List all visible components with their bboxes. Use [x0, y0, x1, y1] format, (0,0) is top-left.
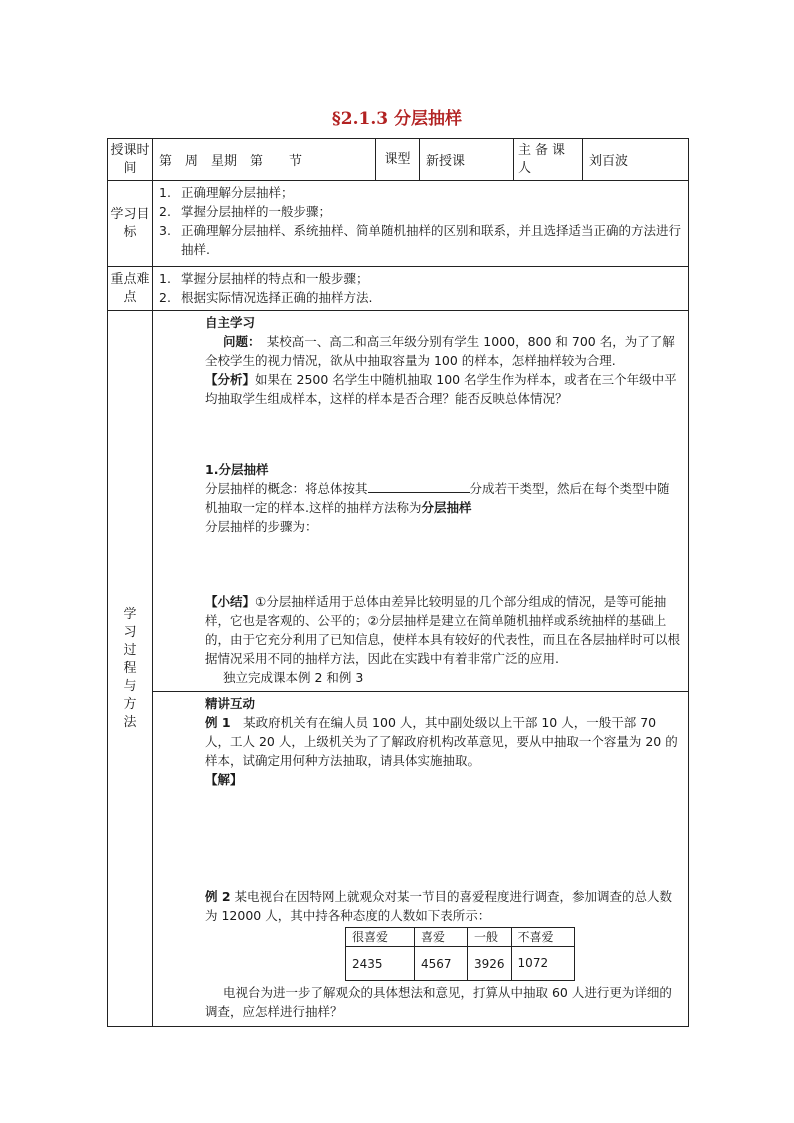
- concept-term: 分层抽样: [421, 500, 472, 515]
- goals-label: 学习目标: [108, 181, 153, 267]
- schedule-cell: 第 周 星期 第 节: [153, 139, 376, 181]
- frequency-header-row: [346, 928, 575, 947]
- goal-number: 3.: [159, 223, 171, 238]
- goal-text: 正确理解分层抽样；: [181, 185, 294, 200]
- table-header-cell: 不喜爱: [511, 928, 574, 947]
- analysis-text: 如果在 2500 名学生中随机抽取 100 名学生作为样本，或者在三个年级中平均抽取学生组成样本，这样的样本是否合理？能否反映总体情况？: [205, 372, 677, 406]
- example-2: [205, 887, 682, 925]
- goal-text: 正确理解分层抽样、系统抽样、简单随机抽样的区别和联系，并且选择适当正确的方法进行抽样.: [181, 223, 682, 257]
- type-label: 课型: [376, 139, 420, 181]
- table-value-cell: 3926: [468, 947, 512, 981]
- process-content: [153, 311, 689, 1027]
- goal-text: 掌握分层抽样的一般步骤；: [181, 204, 332, 219]
- example-2-label: 例 2: [205, 889, 231, 904]
- goal-item: [159, 221, 684, 259]
- solution-label: 【解】: [205, 772, 243, 787]
- example-2-followup: 电视台为进一步了解观众的具体想法和意见，打算从中抽取 60 人进行更为详细的调查，应怎样进行抽样？: [205, 985, 672, 1019]
- process-row: [108, 311, 689, 1027]
- example-1-text: 某政府机关有在编人员 100 人，其中副处级以上干部 10 人，一般干部 70 人，工人 20 人，上级机关为了了解政府机构改革意见，要从中抽取一个容量为 20 的样本，试确定用何种方法抽取，请具体实施抽取。: [205, 715, 678, 768]
- keypoint-number: 1.: [159, 271, 171, 286]
- keypoint-item: [159, 269, 684, 288]
- concept-text-a: 分层抽样的概念：将总体按其: [205, 481, 368, 496]
- goal-item: [159, 183, 684, 202]
- self-study-heading: 自主学习: [205, 315, 256, 330]
- table-header-cell: 喜爱: [415, 928, 468, 947]
- question-label: 问题：: [223, 334, 255, 349]
- preparer-label: 主备课人: [514, 139, 583, 181]
- preparer-name: 刘百波: [583, 139, 689, 181]
- interaction-heading: 精讲互动: [205, 696, 256, 711]
- keypoint-number: 2.: [159, 290, 171, 305]
- goal-item: [159, 202, 684, 221]
- example-2-text: 某电视台在因特网上就观众对某一节目的喜爱程度进行调查，参加调查的总人数为 12000 人，其中持各种态度的人数如下表所示：: [205, 889, 673, 923]
- task: 独立完成课本例 2 和例 3: [223, 670, 364, 685]
- summary: [205, 592, 682, 668]
- process-label: 学习过程与方法: [108, 311, 153, 1027]
- analysis: [205, 370, 682, 408]
- section-title: 1.分层抽样: [205, 462, 269, 477]
- summary-label: 【小结】: [205, 594, 256, 609]
- lesson-plan-table: [107, 138, 689, 1027]
- frequency-value-row: [346, 947, 575, 981]
- keypoint-item: [159, 288, 684, 307]
- example-1-label: 例 1: [205, 715, 231, 730]
- goal-number: 2.: [159, 204, 171, 219]
- question: [205, 332, 682, 370]
- concept: [205, 479, 682, 517]
- table-header-cell: 一般: [468, 928, 512, 947]
- time-label: 授课时间: [108, 139, 153, 181]
- page-title: §2.1.3 分层抽样: [331, 109, 463, 129]
- keypoint-text: 掌握分层抽样的特点和一般步骤；: [181, 271, 369, 286]
- keypoints-label: 重点难点: [108, 267, 153, 311]
- keypoints-list: [153, 267, 689, 311]
- goals-row: [108, 181, 689, 267]
- analysis-label: 【分析】: [205, 372, 256, 387]
- example-1: [205, 713, 682, 770]
- keypoint-text: 根据实际情况选择正确的抽样方法.: [181, 290, 373, 305]
- steps-prompt: 分层抽样的步骤为：: [205, 519, 318, 534]
- type-value: 新授课: [420, 139, 514, 181]
- concept-text-b: 分成若干类型，然后在每个类型中随机抽取一定的样本.这样的抽样方法称为: [205, 481, 670, 515]
- fill-in-blank: [368, 480, 470, 493]
- summary-text: ①分层抽样适用于总体由差异比较明显的几个部分组成的情况，是等可能抽样，它也是客观的、公平的；②分层抽样是建立在简单随机抽样或系统抽样的基础上的，由于它充分利用了已知信息，使样本具有较好的代表性，而且在各层抽样时可以根据情况采用不同的抽样方法，因此在实践中有着非常广泛的应用.: [205, 594, 681, 666]
- keypoints-row: [108, 267, 689, 311]
- goals-list: [153, 181, 689, 267]
- table-header-cell: 很喜爱: [346, 928, 415, 947]
- self-study-block: [153, 311, 688, 691]
- table-value-cell: 2435: [346, 947, 415, 981]
- frequency-table: [345, 927, 575, 981]
- goal-number: 1.: [159, 185, 171, 200]
- interaction-block: [153, 691, 688, 1023]
- question-text: 某校高一、高二和高三年级分别有学生 1000，800 和 700 名，为了了解全校学生的视力情况，欲从中抽取容量为 100 的样本，怎样抽样较为合理.: [205, 334, 675, 368]
- table-value-cell: 4567: [415, 947, 468, 981]
- table-value-cell: 1072: [511, 947, 574, 981]
- header-row: [108, 139, 689, 181]
